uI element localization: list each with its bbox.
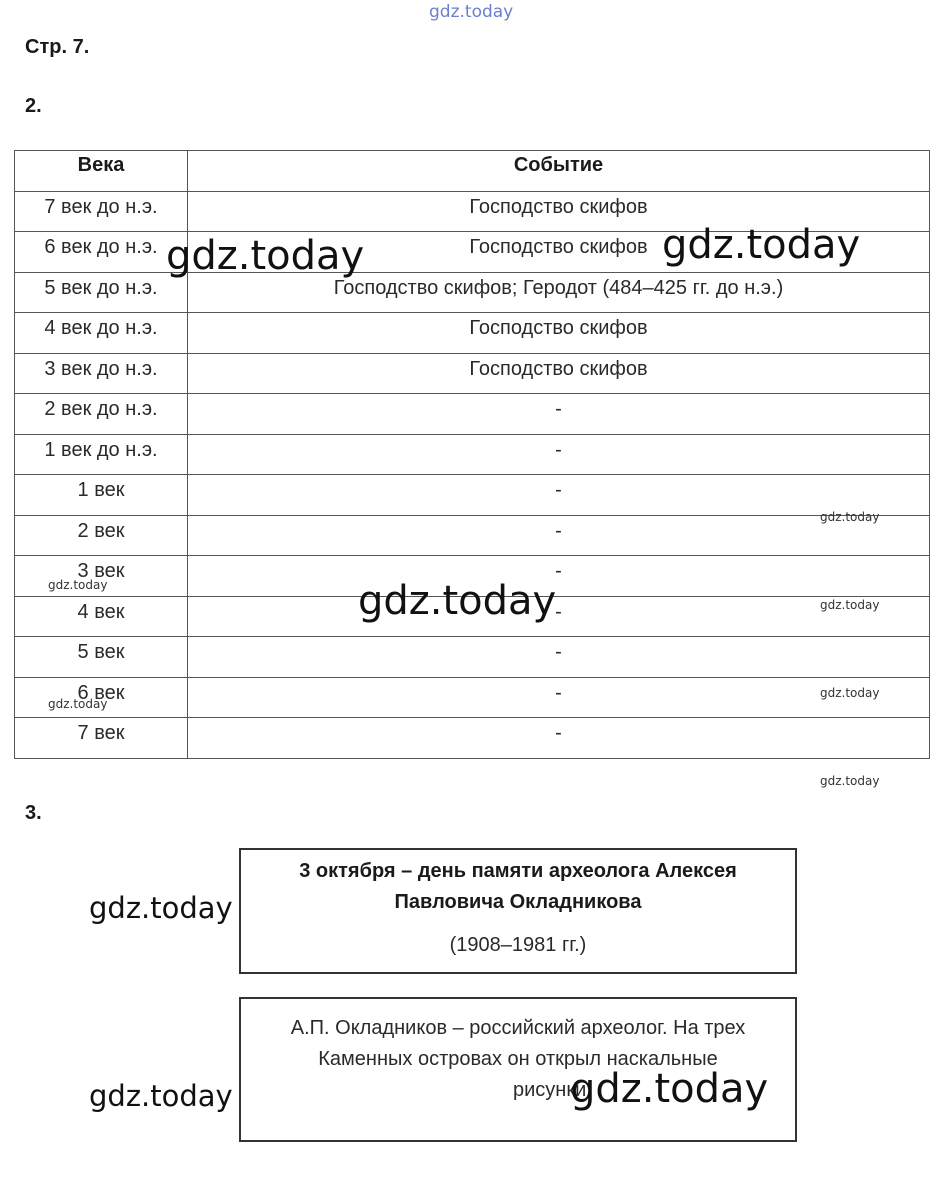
info-line1: А.П. Окладников – российский археолог. На трех (290, 1017, 746, 1039)
table-row (15, 475, 930, 516)
watermark-overlay: gdz.today (820, 598, 880, 612)
event-cell: Господство скифов (188, 353, 930, 394)
century-cell: 3 век (15, 556, 188, 597)
century-cell: 2 век до н.э. (15, 394, 188, 435)
century-cell: 6 век до н.э. (15, 232, 188, 273)
info-line3: рисунки. (513, 1079, 592, 1101)
century-cell: 5 век (15, 637, 188, 678)
watermark-overlay: gdz.today (89, 1079, 233, 1113)
event-cell: Господство скифов; Геродот (484–425 гг. до н.э.) (188, 272, 930, 313)
event-cell: Господство скифов (188, 232, 930, 273)
century-cell: 7 век до н.э. (15, 191, 188, 232)
century-cell: 3 век до н.э. (15, 353, 188, 394)
watermark-overlay: gdz.today (662, 222, 861, 268)
header-centuries: Века (15, 151, 188, 192)
watermark-overlay: gdz.today (820, 686, 880, 700)
event-cell: - (188, 434, 930, 475)
table-row (15, 434, 930, 475)
event-cell: - (188, 718, 930, 759)
watermark-overlay: gdz.today (48, 578, 108, 592)
event-cell: - (188, 475, 930, 516)
watermark-overlay: gdz.today (166, 233, 365, 279)
table-row (15, 313, 930, 354)
event-cell: - (188, 637, 930, 678)
event-cell: Господство скифов (188, 313, 930, 354)
task-3-label: 3. (25, 802, 42, 824)
century-cell: 2 век (15, 515, 188, 556)
memorial-day-box (239, 848, 797, 974)
memorial-title-line2: Павловича Окладникова (394, 891, 642, 913)
century-cell: 7 век (15, 718, 188, 759)
info-line2: Каменных островах он открыл наскальные (318, 1048, 718, 1070)
century-cell: 5 век до н.э. (15, 272, 188, 313)
century-cell: 1 век (15, 475, 188, 516)
table-row (15, 353, 930, 394)
task-2-label: 2. (25, 95, 42, 117)
page-label: Стр. 7. (25, 36, 90, 58)
table-header-row (15, 151, 930, 192)
event-cell: - (188, 394, 930, 435)
century-cell: 1 век до н.э. (15, 434, 188, 475)
watermark-overlay: gdz.today (820, 510, 880, 524)
century-cell: 6 век (15, 677, 188, 718)
century-cell: 4 век (15, 596, 188, 637)
watermark-top: gdz.today (429, 2, 514, 22)
table-row (15, 515, 930, 556)
event-cell: - (188, 515, 930, 556)
event-cell: - (188, 677, 930, 718)
watermark-overlay: gdz.today (570, 1066, 769, 1112)
memorial-title-line1: 3 октября – день памяти археолога Алексея (299, 860, 737, 882)
watermark-overlay: gdz.today (48, 697, 108, 711)
table-row (15, 718, 930, 759)
event-cell: - (188, 596, 930, 637)
header-event: Событие (188, 151, 930, 192)
watermark-overlay: gdz.today (820, 774, 880, 788)
watermark-overlay: gdz.today (89, 891, 233, 925)
table-row (15, 272, 930, 313)
century-cell: 4 век до н.э. (15, 313, 188, 354)
watermark-overlay: gdz.today (358, 578, 557, 624)
memorial-dates: (1908–1981 гг.) (449, 934, 587, 956)
table-row (15, 637, 930, 678)
table-row (15, 394, 930, 435)
event-cell: Господство скифов (188, 191, 930, 232)
event-cell: - (188, 556, 930, 597)
table-row (15, 677, 930, 718)
